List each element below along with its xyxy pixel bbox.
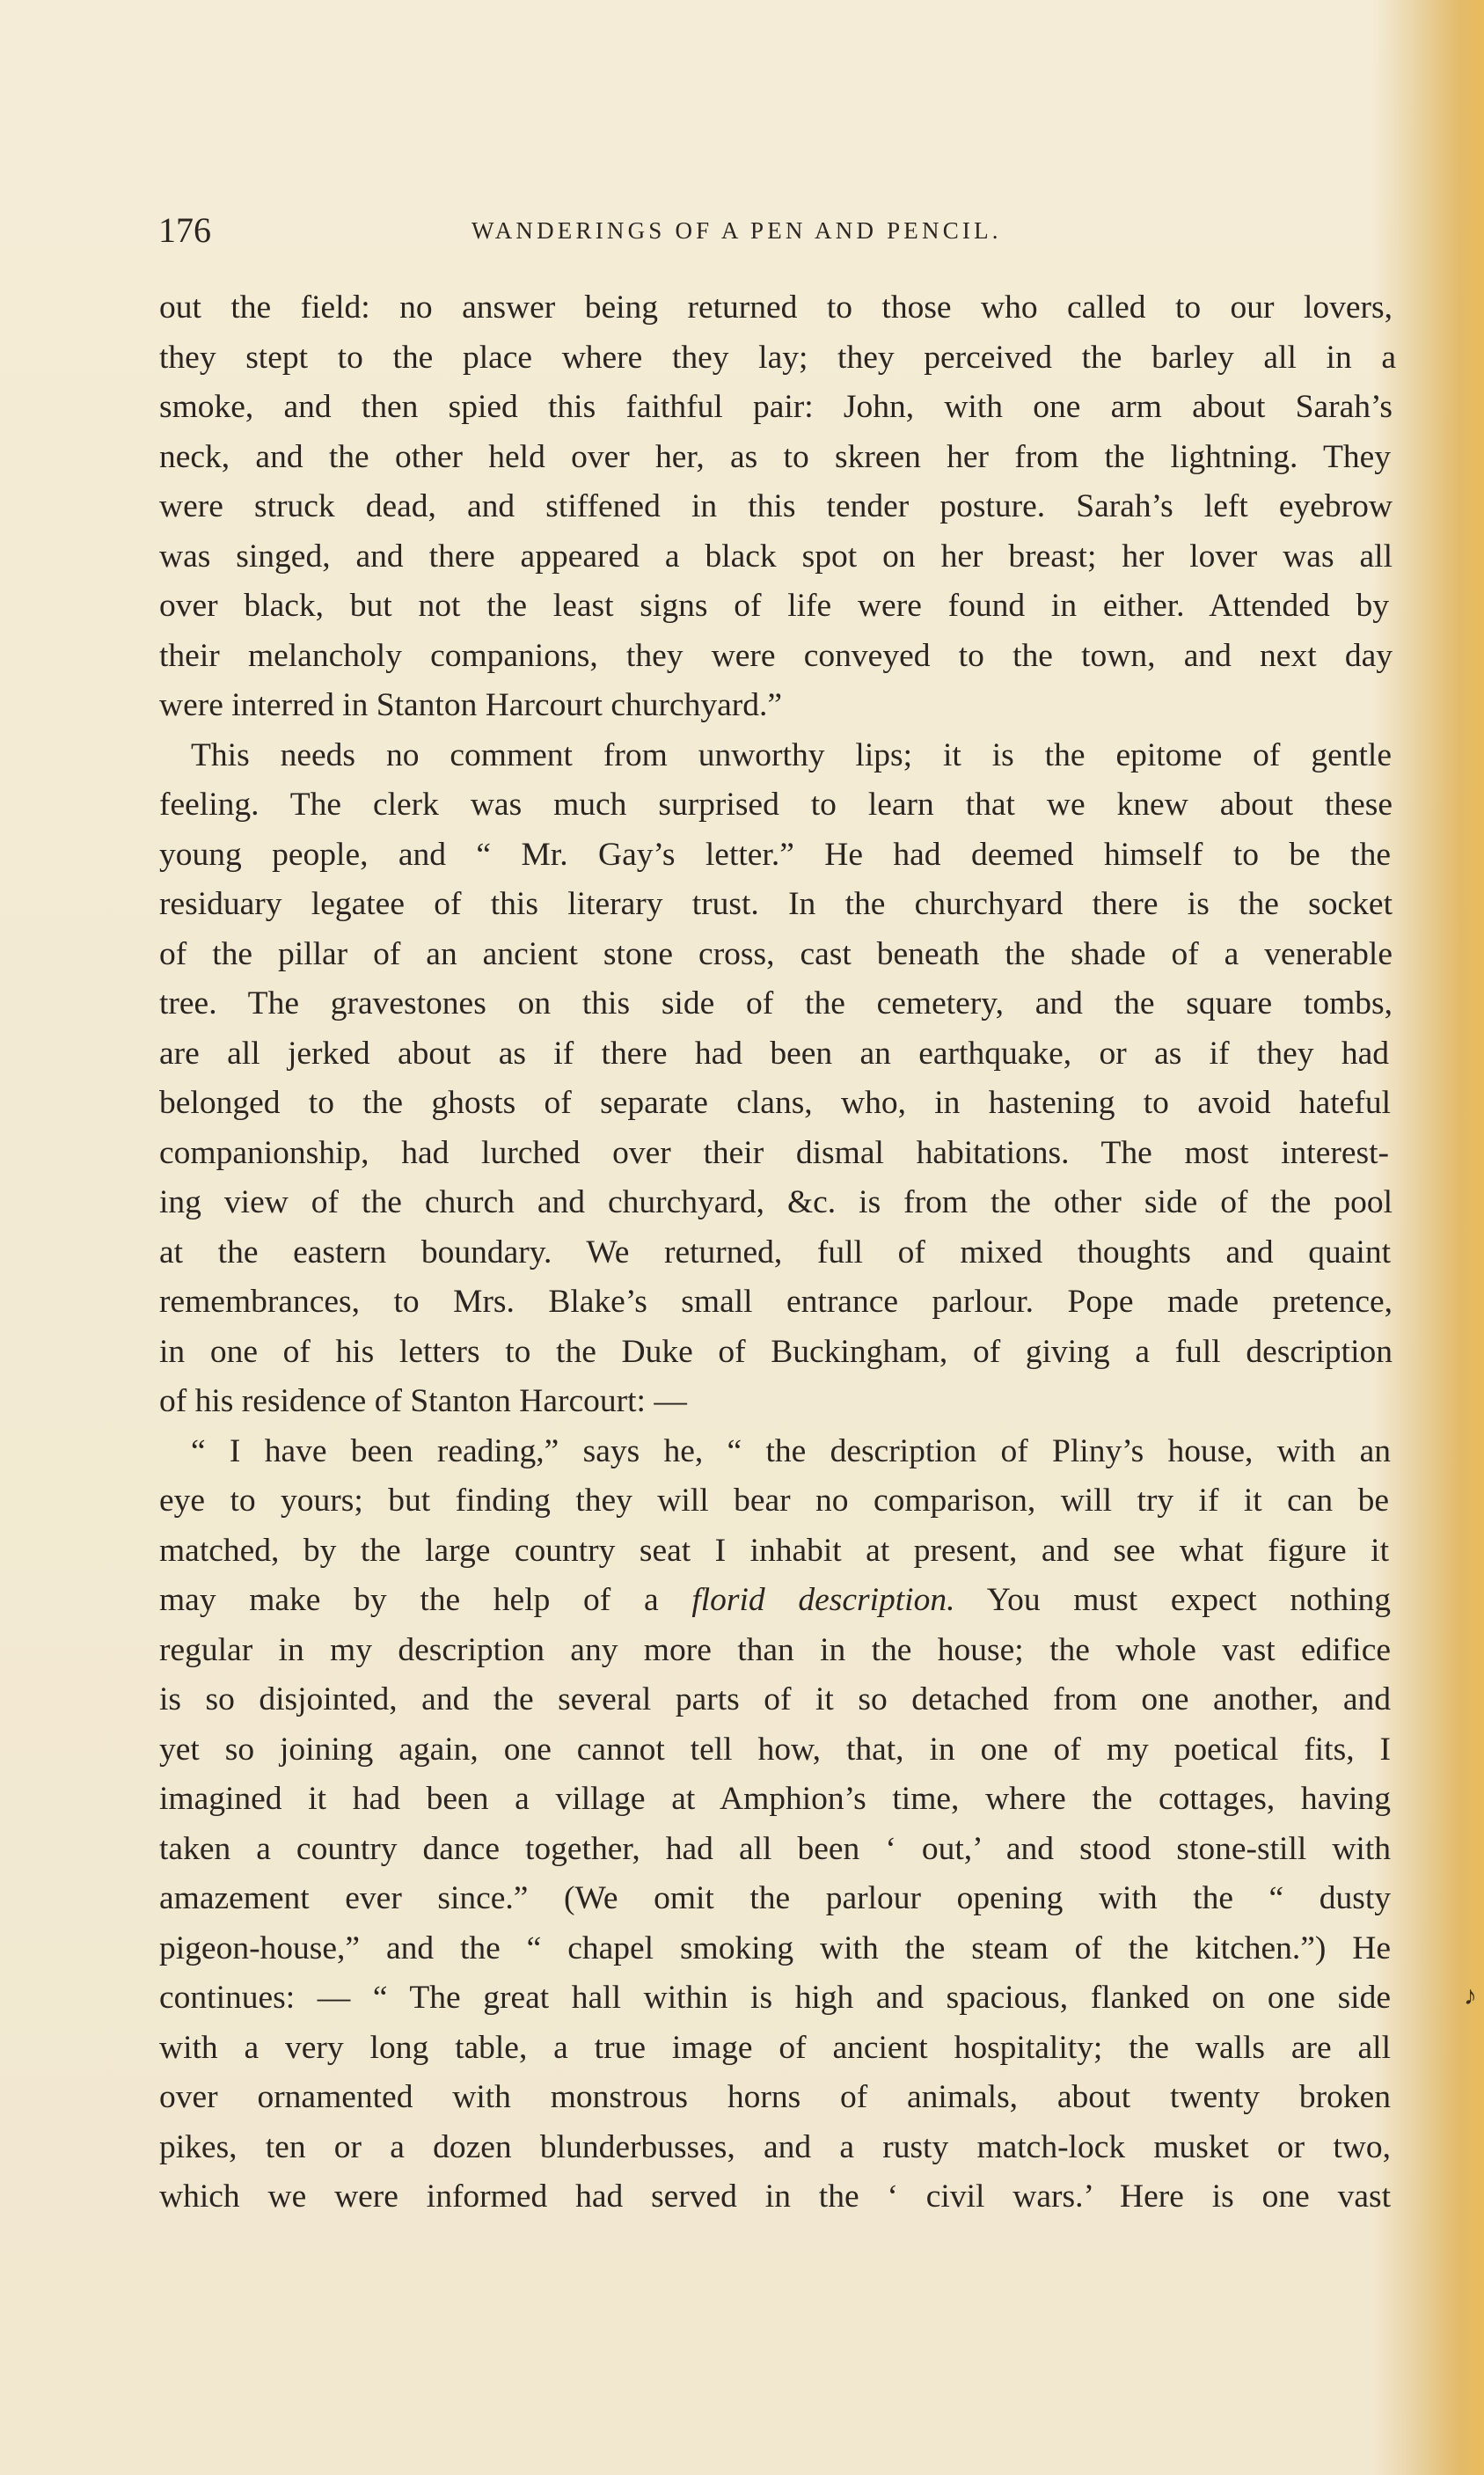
text-line: remembrances, to Mrs. Blake’s small entrance parlour. Pope made pretence, — [159, 1284, 1393, 1320]
text-line: “ I have been reading,” says he, “ the description of Pliny’s house, with an — [191, 1432, 1391, 1469]
text-line: smoke, and then spied this faithful pair: John, with one arm about Sarah’s — [159, 389, 1393, 425]
text-line: of the pillar of an ancient stone cross, cast beneath the shade of a venerable — [159, 935, 1393, 972]
italic-phrase: florid description. — [691, 1582, 955, 1618]
text-line: over black, but not the least signs of life were found in either. Attended by — [159, 588, 1389, 624]
text-line: of his residence of Stanton Harcourt: — — [159, 1383, 687, 1419]
running-title: WANDERINGS OF A PEN AND PENCIL. — [472, 217, 1002, 244]
margin-mark: ♪ — [1464, 1981, 1477, 2010]
text-line-with-italic — [159, 1576, 1391, 1626]
text-line: taken a country dance together, had all been ‘ out,’ and stood stone-still with — [159, 1830, 1391, 1867]
text-line: they stept to the place where they lay; they perceived the barley all in a — [159, 339, 1396, 376]
text-line: yet so joining again, one cannot tell how, that, in one of my poetical fits, I — [159, 1731, 1391, 1768]
text-fragment: You must expect nothing — [986, 1582, 1391, 1618]
text-line: belonged to the ghosts of separate clans, who, in hastening to avoid hateful — [159, 1085, 1391, 1121]
text-line: ing view of the church and churchyard, &c. is from the other side of the pool — [159, 1184, 1393, 1220]
text-line: young people, and “ Mr. Gay’s letter.” He had deemed himself to be the — [159, 836, 1391, 873]
text-line: residuary legatee of this literary trust. In the churchyard there is the socket — [159, 886, 1393, 922]
text-line: feeling. The clerk was much surprised to learn that we knew about these — [159, 787, 1393, 823]
text-line: pigeon-house,” and the “ chapel smoking with the steam of the kitchen.”) He — [159, 1929, 1391, 1966]
text-line: is so disjointed, and the several parts of it so detached from one another, and — [159, 1681, 1391, 1717]
text-line: in one of his letters to the Duke of Buckingham, of giving a full description — [159, 1333, 1393, 1370]
text-line: tree. The gravestones on this side of the cemetery, and the square tombs, — [159, 985, 1393, 1021]
text-line: eye to yours; but finding they will bear no comparison, will try if it can be — [159, 1483, 1389, 1519]
text-fragment: may make by the help of a — [159, 1582, 659, 1618]
text-line: over ornamented with monstrous horns of animals, about twenty broken — [159, 2079, 1391, 2115]
text-line: continues: — “ The great hall within is high and spacious, flanked on one side — [159, 1980, 1391, 2016]
body-text — [159, 283, 1396, 2222]
text-line: were interred in Stanton Harcourt churchyard.” — [159, 687, 783, 723]
text-line: were struck dead, and stiffened in this tender posture. Sarah’s left eyebrow — [159, 488, 1393, 524]
text-line: amazement ever since.” (We omit the parlour opening with the “ dusty — [159, 1880, 1391, 1916]
text-line: neck, and the other held over her, as to skreen her from the lightning. They — [159, 438, 1391, 475]
page-number: 176 — [158, 210, 211, 250]
text-line: with a very long table, a true image of ancient hospitality; the walls are all — [159, 2029, 1391, 2066]
text-line: are all jerked about as if there had been an earthquake, or as if they had — [159, 1035, 1389, 1072]
text-line: was singed, and there appeared a black spot on her breast; her lover was all — [159, 538, 1393, 575]
text-line: This needs no comment from unworthy lips; it is the epitome of gentle — [191, 736, 1392, 773]
text-line: which we were informed had served in the ‘ civil wars.’ Here is one vast — [159, 2178, 1391, 2215]
page-header — [158, 208, 1390, 260]
text-line: their melancholy companions, they were conveyed to the town, and next day — [159, 637, 1393, 674]
text-line: matched, by the large country seat I inhabit at present, and see what figure it — [159, 1532, 1389, 1569]
text-line: pikes, ten or a dozen blunderbusses, and a rusty match-lock musket or two, — [159, 2128, 1391, 2165]
text-line: out the field: no answer being returned to those who called to our lovers, — [159, 289, 1393, 326]
text-line: companionship, had lurched over their dismal habitations. The most interest- — [159, 1134, 1389, 1171]
text-line: imagined it had been a village at Amphion’s time, where the cottages, having — [159, 1781, 1391, 1817]
text-line: regular in my description any more than in the house; the whole vast edifice — [159, 1631, 1391, 1668]
text-line: at the eastern boundary. We returned, full of mixed thoughts and quaint — [159, 1234, 1391, 1270]
